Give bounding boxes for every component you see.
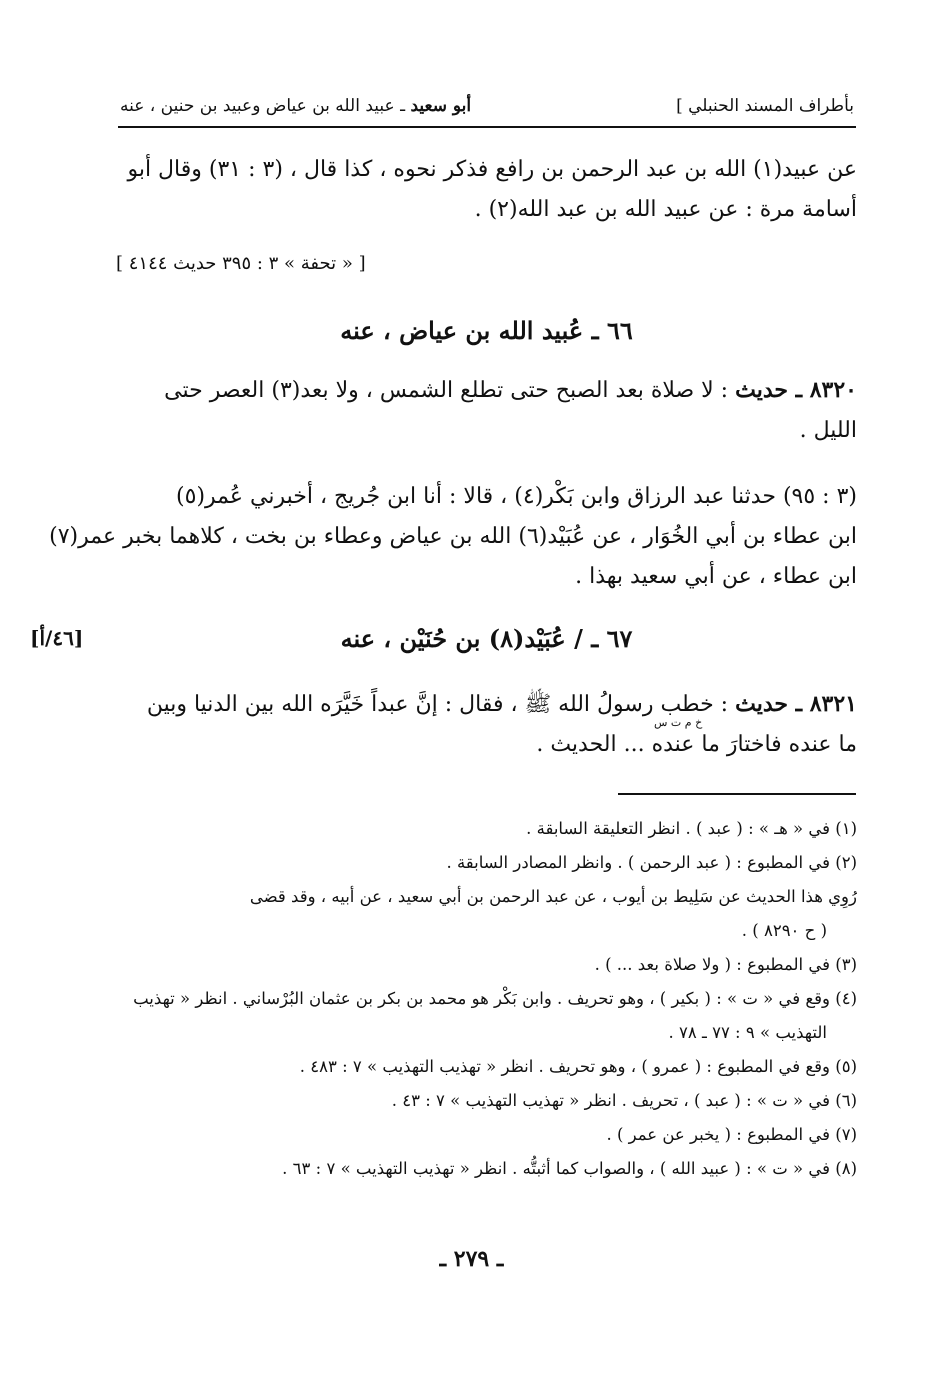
- chapter-title-bold: أبو سعيد: [410, 96, 472, 116]
- intro-line-2: أسامة مرة : عن عبيد الله بن عبد الله(٢) .: [474, 197, 857, 222]
- footnote-1-num: (١): [835, 819, 857, 838]
- chapter-title-rest: ـ عبيد الله بن عياض وعبيد بن حنين ، عنه: [120, 96, 411, 116]
- page-number: ـ ٢٧٩ ـ: [439, 1246, 504, 1272]
- footnote-2-text: في المطبوع : ( عبد الرحمن ) . وانظر المصادر السابقة .: [446, 853, 830, 872]
- footnote-1: [116, 812, 857, 846]
- hadith-8321: [116, 684, 857, 765]
- footnote-2-num: (٢): [835, 853, 857, 872]
- footnote-5-num: (٥): [835, 1057, 857, 1076]
- footnote-4-cont: [116, 1016, 857, 1050]
- footnote-2-cont-1-text: رُوِي هذا الحديث عن سَلِيط بن أيوب ، عن عبد الرحمن بن أبي سعيد ، عن أبيه ، وقد قضى: [249, 887, 857, 906]
- footnote-2: [116, 846, 857, 880]
- footnote-1-text: في « هـ » : ( عبد ) . انظر التعليقة السابقة .: [526, 819, 830, 838]
- hadith-8320-number: ٨٣٢٠ ـ حديث: [735, 377, 857, 403]
- running-header: [118, 92, 856, 128]
- footnote-3-num: (٣): [835, 955, 857, 974]
- footnote-8-num: (٨): [835, 1159, 857, 1178]
- hadith-8320-line-2: الليل .: [799, 418, 857, 443]
- source-sigla: خ م ت س: [654, 716, 703, 729]
- footnote-6: [116, 1084, 857, 1118]
- folio-margin-note: [٤٦/أ]: [30, 626, 84, 650]
- chapter-title: [120, 96, 471, 116]
- footnote-8: [116, 1152, 857, 1186]
- hadith-8320-chain: [49, 477, 857, 597]
- intro-paragraph: [116, 150, 857, 230]
- footnote-7-num: (٧): [835, 1125, 857, 1144]
- book-title: بأطراف المسند الحنبلي ]: [676, 96, 854, 116]
- footnote-6-text: في « ت » : ( عبد ) ، تحريف . انظر « تهذيب التهذيب » ٧ : ٤٣ .: [391, 1091, 830, 1110]
- hadith-8321-number: ٨٣٢١ ـ حديث: [735, 691, 857, 717]
- footnote-8-text: في « ت » : ( عبيد الله ) ، والصواب كما أثبتُّه . انظر « تهذيب التهذيب » ٧ : ٦٣ .: [282, 1159, 830, 1178]
- intro-line-1: عن عبيد(١) الله بن عبد الرحمن بن رافع فذكر نحوه ، كذا قال ، (٣ : ٣١) وقال أبو: [127, 157, 857, 182]
- hadith-8320: [116, 370, 857, 451]
- footnote-6-num: (٦): [835, 1091, 857, 1110]
- hadith-8321-line-2: ما عنده فاختارَ ما عنده ... الحديث .: [536, 732, 857, 757]
- chain-line-2: ابن عطاء بن أبي الخُوَار ، عن عُبَيْد(٦) الله بن عياض وعطاء بن بخت ، كلاهما بخبر عمر(٧): [49, 524, 857, 549]
- footnote-5-text: وقع في المطبوع : ( عمرو ) ، وهو تحريف . انظر « تهذيب التهذيب » ٧ : ٤٨٣ .: [299, 1057, 830, 1076]
- footnote-2-cont-1: [116, 880, 857, 914]
- chain-line-1: (٣ : ٩٥) حدثنا عبد الرزاق وابن بَكْر(٤) ، قالا : أنا ابن جُريج ، أخبرني عُمر(٥): [176, 484, 857, 509]
- section-67-heading: ٦٧ ـ / عُبَيْد(٨) بن حُنَيْن ، عنه: [340, 624, 633, 653]
- tuhfa-reference: [ « تحفة » ٣ : ٣٩٥ حديث ٤١٤٤ ]: [116, 253, 366, 274]
- footnote-4-text: وقع في « ت » : ( بكير ) ، وهو تحريف . وابن بَكْر هو محمد بن بكر بن عثمان البُرْساني . انظر « تهذيب: [133, 989, 830, 1008]
- hadith-8320-text-1: : لا صلاة بعد الصبح حتى تطلع الشمس ، ولا بعد(٣) العصر حتى: [164, 378, 736, 403]
- footnote-2-cont-2-text: ( ح ٨٢٩٠ ) .: [741, 921, 827, 940]
- hadith-8321-line-1: [116, 684, 857, 725]
- footnote-3: [116, 948, 857, 982]
- hadith-8321-text-1: : خطب رسولُ الله ﷺ ، فقال : إنَّ عبداً خَيَّرَه الله بين الدنيا وبين: [146, 692, 736, 717]
- footnote-7-text: في المطبوع : ( يخبر عن عمر ) .: [606, 1125, 830, 1144]
- section-66-heading: ٦٦ ـ عُبيد الله بن عياض ، عنه: [340, 316, 633, 345]
- footnote-separator: [618, 793, 856, 795]
- chain-line-3: ابن عطاء ، عن أبي سعيد بهذا .: [575, 564, 857, 589]
- footnote-4-cont-text: التهذيب » ٩ : ٧٧ ـ ٧٨ .: [668, 1023, 827, 1042]
- footnotes: [116, 812, 857, 1186]
- footnote-7: [116, 1118, 857, 1152]
- footnote-2-cont-2: [116, 914, 857, 948]
- footnote-4: [116, 982, 857, 1016]
- footnote-5: [116, 1050, 857, 1084]
- footnote-3-text: في المطبوع : ( ولا صلاة بعد ... ) .: [594, 955, 830, 974]
- footnote-4-num: (٤): [835, 989, 857, 1008]
- hadith-8320-line-1: [116, 370, 857, 411]
